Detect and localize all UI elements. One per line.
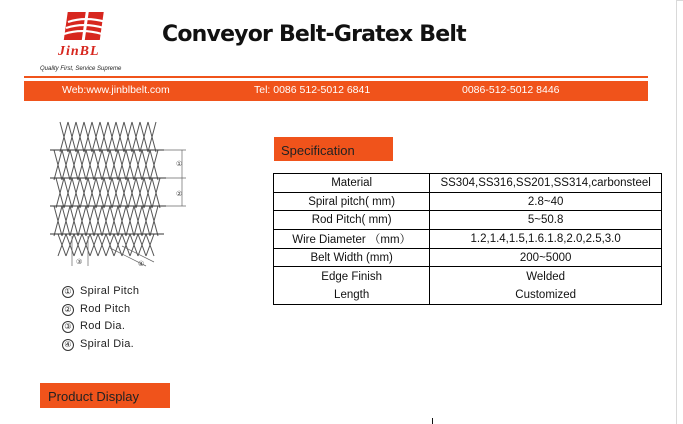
legend-number: ③ <box>62 321 74 333</box>
legend-label: Rod Dia. <box>80 320 126 332</box>
table-row <box>274 267 662 286</box>
product-display-heading: Product Display <box>40 383 170 408</box>
belt-diagram <box>46 116 196 272</box>
contact-tel: Tel: 0086 512-5012 6841 <box>254 84 371 96</box>
specification-heading: Specification <box>274 137 393 161</box>
logo-tagline: Quality First, Service Supreme <box>40 66 122 72</box>
company-logo <box>36 10 146 76</box>
diagram-legend <box>62 285 139 355</box>
specification-table <box>273 173 662 305</box>
page-mark <box>432 418 433 424</box>
logo-mark-icon <box>60 10 110 44</box>
legend-item <box>62 285 139 303</box>
table-row <box>274 286 662 305</box>
spiral-row <box>58 234 154 256</box>
spec-value: 2.8~40 <box>430 192 662 211</box>
spiral-row <box>56 178 160 208</box>
logo-name: JinBL <box>58 44 100 59</box>
diagram-marker-1: ① <box>176 160 183 168</box>
spec-key: Belt Width (mm) <box>274 248 430 267</box>
legend-label: Spiral Pitch <box>80 285 140 297</box>
legend-number: ④ <box>62 339 74 351</box>
diagram-marker-4: ④ <box>138 260 145 268</box>
spec-key: Length <box>274 286 430 305</box>
spec-key: Material <box>274 174 430 193</box>
page-edge <box>676 0 677 424</box>
spiral-row <box>54 150 158 180</box>
spec-value: 5~50.8 <box>430 211 662 230</box>
spec-key: Wire Diameter （mm） <box>274 230 430 249</box>
spec-value: SS304,SS316,SS201,SS314,carbonsteel <box>430 174 662 193</box>
spec-key: Spiral pitch( mm) <box>274 192 430 211</box>
spec-value: 1.2,1.4,1.5,1.6.1.8,2.0,2.5,3.0 <box>430 230 662 249</box>
diagram-marker-3: ③ <box>76 258 83 266</box>
spec-value: Customized <box>430 286 662 305</box>
legend-number: ② <box>62 304 74 316</box>
spiral-row <box>60 122 156 152</box>
diagram-marker-2: ② <box>176 190 183 198</box>
legend-item <box>62 338 139 356</box>
table-row <box>274 174 662 193</box>
contact-web: Web:www.jinblbelt.com <box>62 84 170 96</box>
contact-phone: 0086-512-5012 8446 <box>462 84 560 96</box>
legend-label: Spiral Dia. <box>80 337 135 350</box>
table-row <box>274 211 662 230</box>
spec-value: 200~5000 <box>430 248 662 267</box>
spec-value: Welded <box>430 267 662 286</box>
legend-item <box>62 320 139 338</box>
document-title: Conveyor Belt-Gratex Belt <box>162 22 466 47</box>
legend-item <box>62 303 139 321</box>
top-rule <box>24 76 648 78</box>
spiral-row <box>54 206 158 236</box>
spec-key: Edge Finish <box>274 267 430 286</box>
page-edge-top <box>676 0 683 1</box>
contact-bar <box>24 81 648 101</box>
legend-label: Rod Pitch <box>80 302 131 315</box>
table-row <box>274 230 662 249</box>
table-row <box>274 192 662 211</box>
spec-key: Rod Pitch( mm) <box>274 211 430 230</box>
legend-number: ① <box>62 286 74 298</box>
table-row <box>274 248 662 267</box>
